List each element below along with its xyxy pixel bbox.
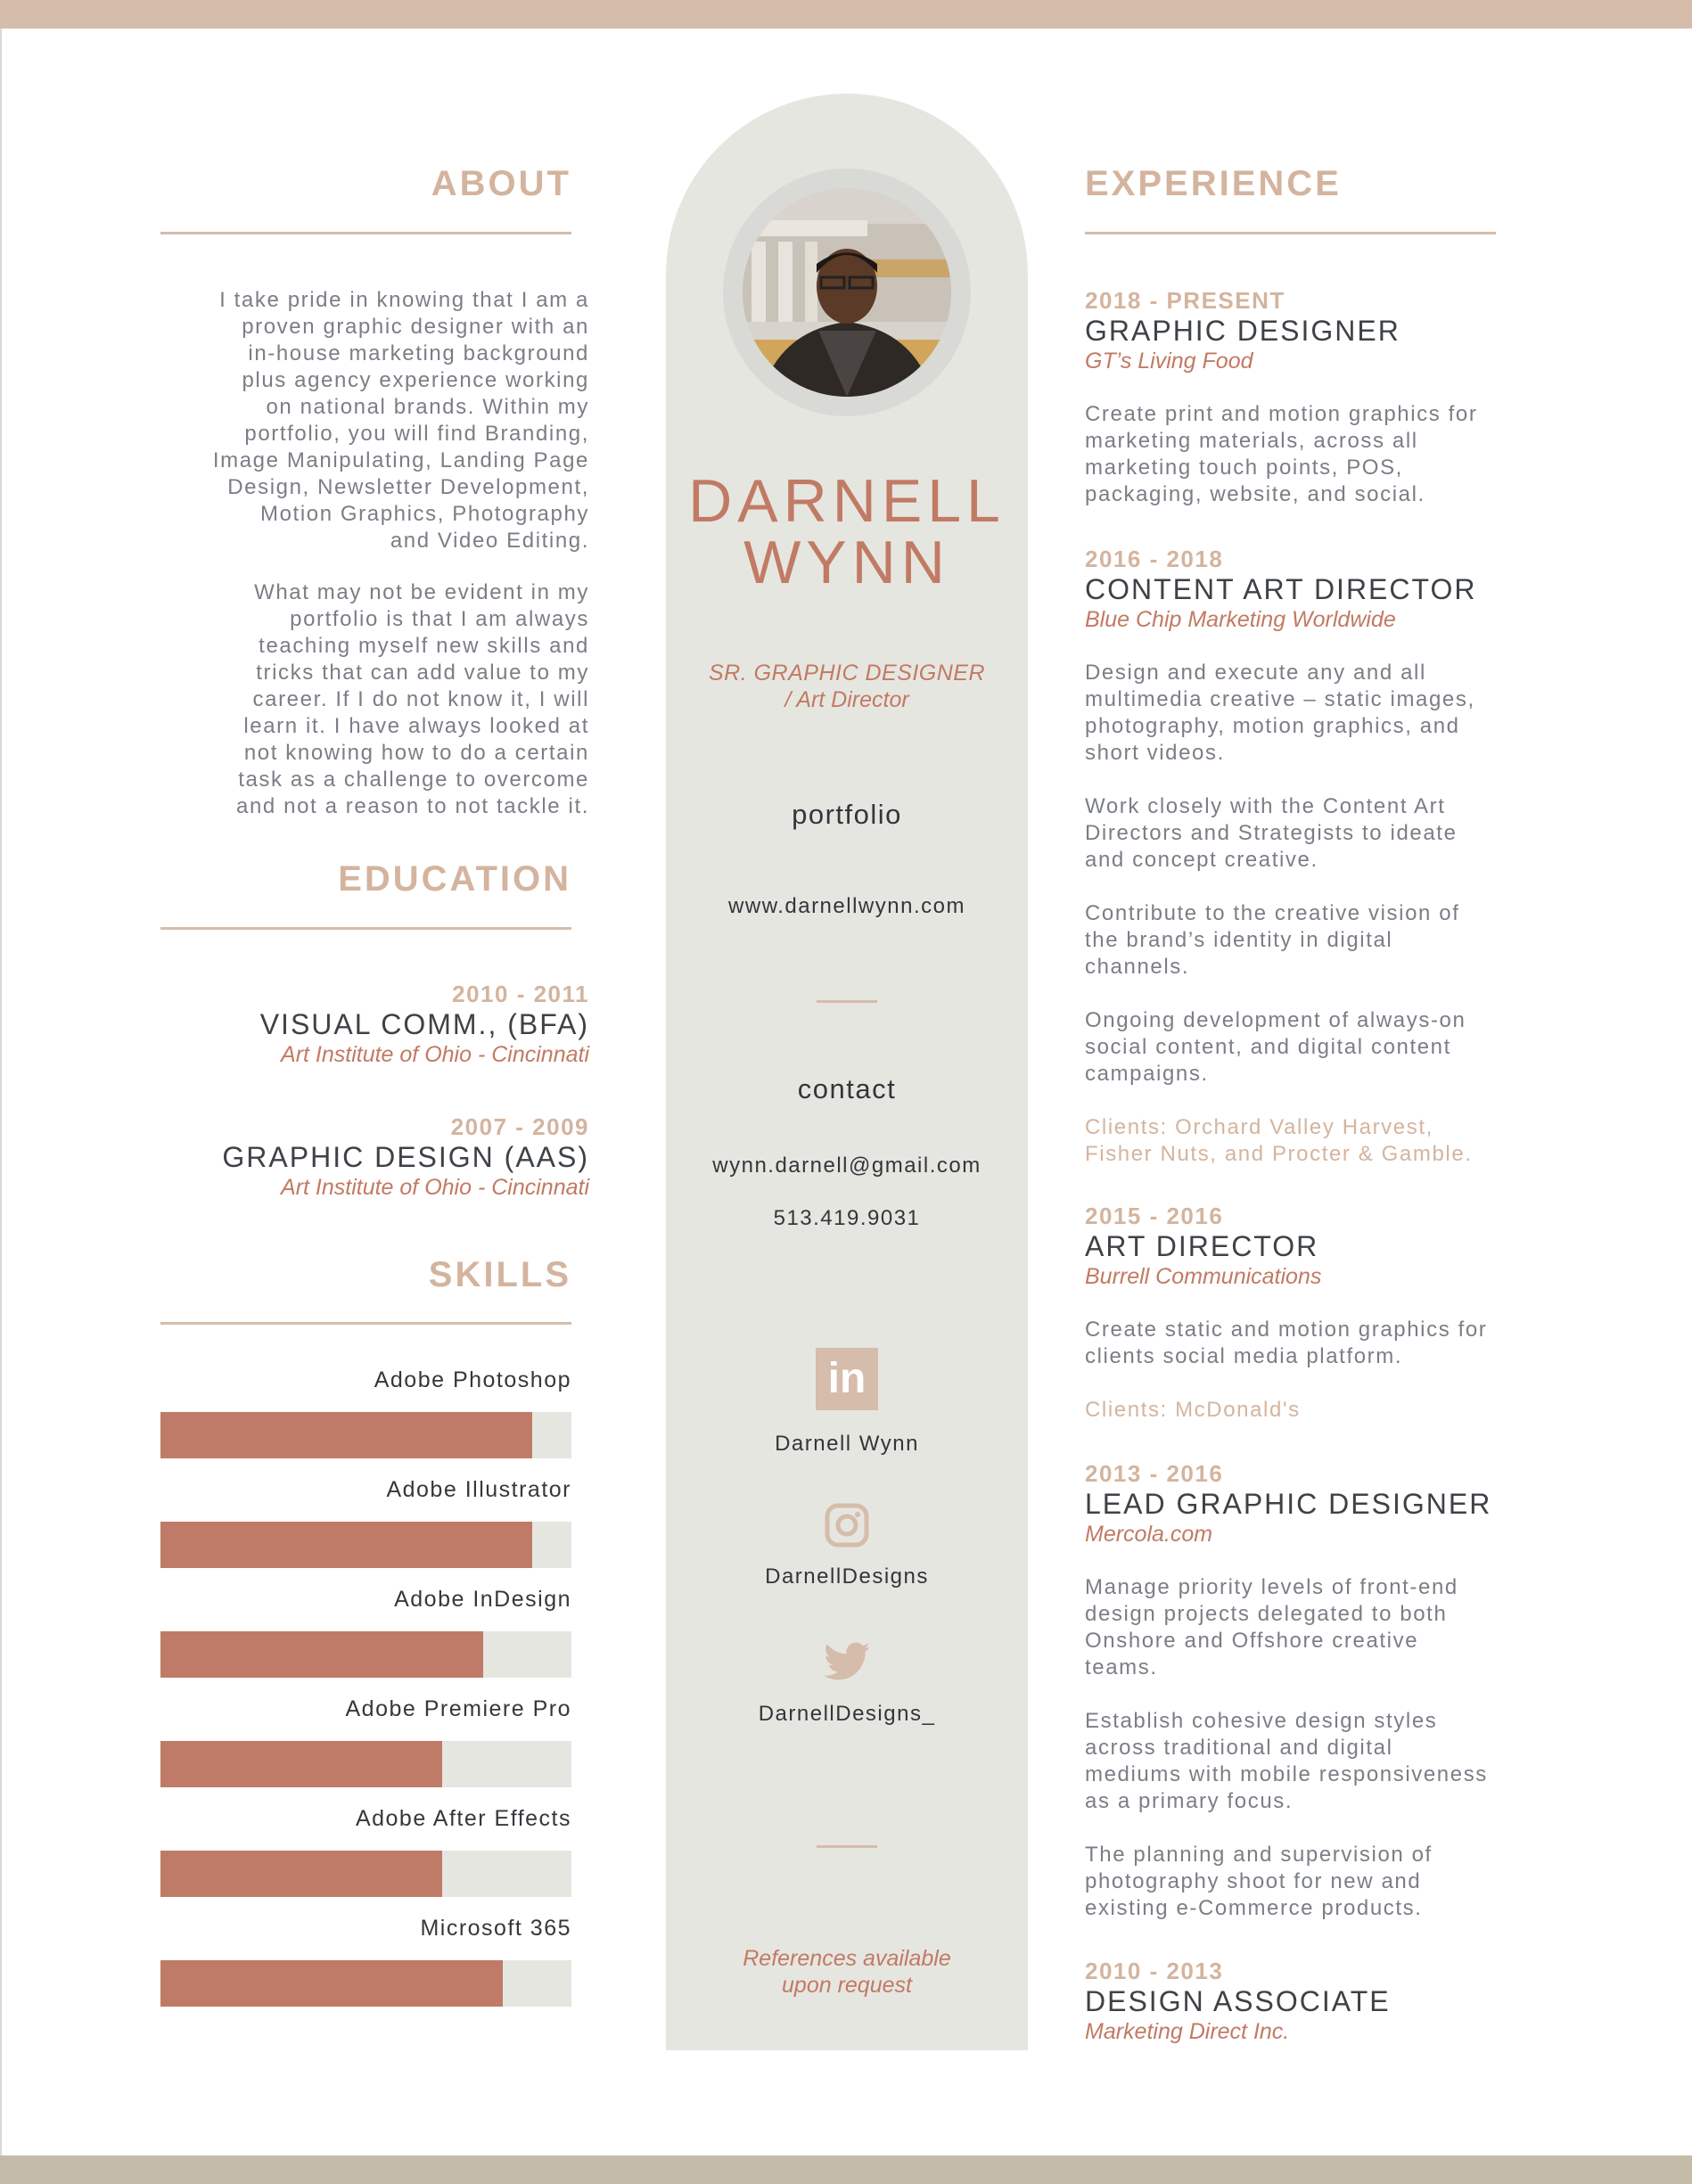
skill-bar [160,1522,571,1568]
portfolio-label: portfolio [792,799,902,830]
references-note-line1: References available [743,1946,951,1971]
education-years: 2010 - 2011 [452,981,589,1007]
experience-years: 2013 - 2016 [1085,1460,1224,1487]
experience-title: CONTENT ART DIRECTOR [1085,573,1477,605]
divider [817,1000,877,1003]
name-first: DARNELL [688,467,1006,535]
top-accent-bar [0,0,1692,29]
education-rule [160,927,571,930]
education-degree: GRAPHIC DESIGN (AAS) [222,1141,589,1173]
role-subtitle: / Art Director [784,687,909,712]
experience-clients: Clients: Orchard Valley Harvest, Fisher Nuts, and Procter & Gamble. [1085,1115,1473,1166]
experience-company: Burrell Communications [1085,1264,1322,1289]
name-last: WYNN [743,529,950,596]
experience-description: Establish cohesive design styles across traditional and digital mediums with mobile responsiveness as a primary focus. [1085,1709,1488,1813]
education-school: Art Institute of Ohio - Cincinnati [281,1175,589,1200]
twitter-icon[interactable] [824,1642,870,1681]
instagram-icon[interactable] [825,1503,869,1548]
skills-heading: SKILLS [428,1255,571,1294]
contact-label: contact [797,1073,897,1104]
experience-rule [1085,232,1496,234]
experience-heading: EXPERIENCE [1085,164,1342,203]
experience-company: GT’s Living Food [1085,349,1253,374]
education-degree: VISUAL COMM., (BFA) [259,1008,589,1040]
experience-company: Mercola.com [1085,1522,1213,1547]
skill-bar [160,1412,571,1458]
experience-years: 2016 - 2018 [1085,546,1224,572]
skill-bar-fill [160,1741,442,1787]
skill-bar [160,1851,571,1897]
experience-clients: Clients: McDonald's [1085,1398,1301,1422]
education-school: Art Institute of Ohio - Cincinnati [281,1042,589,1067]
skill-label: Adobe After Effects [355,1806,571,1831]
experience-item [1085,1203,1548,1424]
experience-title: GRAPHIC DESIGNER [1085,315,1400,347]
skill-label: Adobe Photoshop [374,1367,571,1392]
experience-description: Contribute to the creative vision of the brand’s identity in digital channels. [1085,901,1460,979]
instagram-handle[interactable]: DarnellDesigns [765,1564,929,1589]
divider [817,1845,877,1848]
skill-label: Adobe InDesign [394,1587,571,1612]
skill-label: Adobe Illustrator [386,1477,571,1502]
skill-bar-fill [160,1631,483,1678]
about-heading: ABOUT [431,164,571,203]
skill-bar-fill [160,1522,532,1568]
skill-bar [160,1741,571,1787]
experience-item [1085,546,1548,1168]
experience-company: Marketing Direct Inc. [1085,2019,1290,2044]
email-link[interactable]: wynn.darnell@gmail.com [712,1154,982,1178]
experience-item [1085,1958,1548,2045]
page-edge [0,29,2,2155]
about-paragraph-1: I take pride in knowing that I am a proven graphic designer with an in-house marketing background plus agency experience working on national brands. Within my portfolio, you will find Branding, Image Manipulating, Landing Page Design, Newsletter Development, Motion Graphics, Photography and Video Editing. [212,288,589,553]
references-note-line2: upon request [782,1973,912,1998]
skill-label: Adobe Premiere Pro [345,1696,571,1721]
role-title: SR. GRAPHIC DESIGNER [708,661,986,686]
experience-description: Work closely with the Content Art Directors and Strategists to ideate and concept creative. [1085,794,1458,872]
website-link[interactable]: www.darnellwynn.com [728,894,965,918]
education-item [143,981,589,1068]
profile-photo [743,188,951,397]
linkedin-handle[interactable]: Darnell Wynn [775,1432,919,1456]
experience-years: 2018 - PRESENT [1085,287,1285,314]
skill-bar [160,1631,571,1678]
experience-years: 2015 - 2016 [1085,1203,1224,1229]
experience-description: Manage priority levels of front-end design projects delegated to both Onshore and Offshore creative teams. [1085,1575,1458,1679]
education-years: 2007 - 2009 [450,1113,589,1140]
experience-years: 2010 - 2013 [1085,1958,1224,1984]
skill-bar-fill [160,1412,532,1458]
about-rule [160,232,571,234]
linkedin-icon[interactable]: in [816,1348,878,1410]
skill-bar-fill [160,1960,503,2007]
experience-title: ART DIRECTOR [1085,1230,1319,1262]
experience-item [1085,287,1548,508]
education-heading: EDUCATION [338,859,571,899]
experience-item [1085,1460,1548,1922]
experience-description: The planning and supervision of photography shoot for new and existing e-Commerce products. [1085,1843,1433,1920]
skill-label: Microsoft 365 [420,1916,571,1941]
phone-number: 513.419.9031 [773,1206,921,1230]
experience-title: DESIGN ASSOCIATE [1085,1985,1391,2017]
skill-bar-fill [160,1851,442,1897]
experience-description: Create static and motion graphics for clients social media platform. [1085,1318,1488,1368]
experience-description: Create print and motion graphics for marketing materials, across all marketing touch points, POS, packaging, website, and social. [1085,402,1478,506]
skills-rule [160,1322,571,1325]
twitter-handle[interactable]: DarnellDesigns_ [758,1702,936,1726]
bottom-accent-bar [0,2155,1692,2184]
experience-description: Ongoing development of always-on social content, and digital content campaigns. [1085,1008,1466,1086]
about-paragraph-2: What may not be evident in my portfolio is that I am always teaching myself new skills and tricks that can add value to my career. If I do not know it, I will learn it. I have always looked at not knowing how to do a certain task as a challenge to overcome and not a reason to not tackle it. [236,580,589,818]
education-item [143,1113,589,1201]
experience-title: LEAD GRAPHIC DESIGNER [1085,1488,1492,1520]
experience-description: Design and execute any and all multimedia creative – static images, photography, motion graphics, and short videos. [1085,661,1475,765]
experience-company: Blue Chip Marketing Worldwide [1085,607,1396,632]
skill-bar [160,1960,571,2007]
